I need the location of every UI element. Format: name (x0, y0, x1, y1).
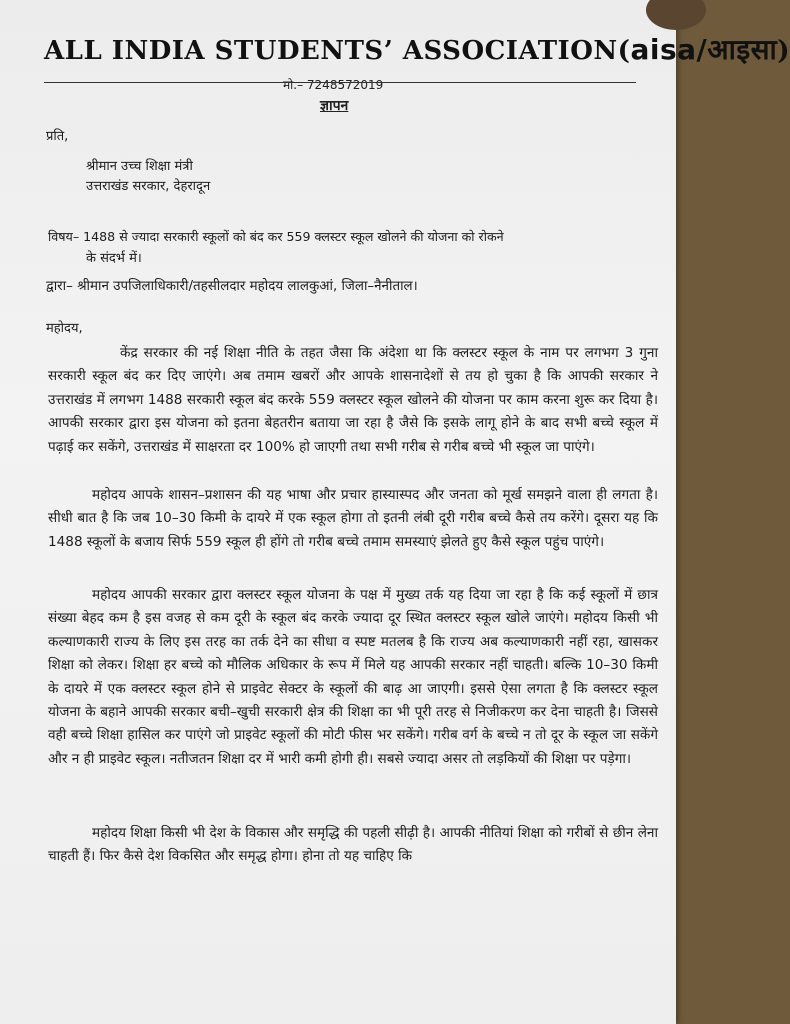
memo-title: ज्ञापन (320, 98, 349, 114)
addressee-line-2: उत्तराखंड सरकार, देहरादून (86, 179, 211, 194)
paragraph-4 (48, 822, 658, 869)
organization-name: ALL INDIA STUDENTS’ ASSOCIATION( (44, 36, 631, 66)
subject-line-1: विषय– 1488 से ज्यादा सरकारी स्कूलों को बंद कर 559 क्लस्टर स्कूल खोलने की योजना को रोकने (48, 229, 504, 244)
paragraph-1 (48, 342, 658, 459)
aisa-logo: aisa/आइसा (630, 33, 778, 66)
mobile-number: मो.– 7248572019 (283, 78, 384, 92)
paragraph-2 (48, 484, 658, 554)
paragraph-3-text: महोदय आपकी सरकार द्वारा क्लस्टर स्कूल योजना के पक्ष में मुख्य तर्क यह दिया जा रहा है कि कई स्कूलों में छात्र संख्या बेहद कम है इस वजह से कम दूरी के स्कूल बंद करके ज्यादा दूर स्थित क्लस्टर स्कूल खोले जाएंगे। महोदय किसी भी कल्याणकारी राज्य के लिए इस तरह का तर्क देने का सीधा व स्पष्ट मतलब है कि राज्य अब कल्याणकारी नहीं रहा, खासकर शिक्षा को लेकर। शिक्षा हर बच्चे को मौलिक अधिकार के रूप में मिले यह आपकी सरकार नहीं चाहती। बल्कि 10–30 किमी के दायरे में एक क्लस्टर स्कूल होने से प्राइवेट सेक्टर के स्कूलों की बाढ़ आ जाएगी। इससे ऐसा लगता है कि क्लस्टर स्कूल योजना के बहाने आपकी सरकार बची–खुची सरकारी क्षेत्र की शिक्षा का भी पूरी तरह से निजीकरण कर देना चाहती है। जिससे वही बच्चे शिक्षा हासिल कर पाएंगे जो प्राइवेट स्कूलों की मोटी फीस भर सकेंगे। गरीब वर्ग के बच्चे न तो दूर के स्कूल जा सकेंगे और न ही प्राइवेट स्कूल। नतीजतन शिक्षा दर में भारी कमी होगी ही। सबसे ज्यादा असर तो लड़कियों की शिक्षा पर पड़ेगा। (48, 587, 658, 767)
paragraph-2-text: महोदय आपके शासन–प्रशासन की यह भाषा और प्रचार हास्यास्पद और जनता को मूर्ख समझने वाला ही लगता है। सीधी बात है कि जब 10–30 किमी के दायरे में एक स्कूल होगा तो इतनी लंबी दूरी गरीब बच्चे कैसे तय करेंगे। दूसरा यह कि 1488 स्कूलों के बजाय सिर्फ 559 स्कूल ही होंगे तो गरीब बच्चे तमाम समस्याएं झेलते हुए कैसे स्कूल पहुंच पाएंगे। (48, 487, 658, 550)
addressee-prati: प्रति, (46, 129, 69, 144)
closing-paren: ) (777, 36, 790, 66)
paragraph-3 (48, 584, 658, 771)
background-shadow (646, 0, 706, 30)
through-line: द्वारा– श्रीमान उपजिलाधिकारी/तहसीलदार महोदय लालकुआं, जिला–नैनीताल। (46, 279, 418, 294)
subject-line-2: के संदर्भ में। (86, 251, 142, 266)
letterhead-divider (44, 82, 636, 83)
paragraph-4-text: महोदय शिक्षा किसी भी देश के विकास और समृद्धि की पहली सीढ़ी है। आपकी नीतियां शिक्षा को गरीबों से छीन लेना चाहती हैं। फिर कैसे देश विकसित और समृद्ध होगा। होना तो यह चाहिए कि (48, 825, 658, 865)
salutation: महोदय, (46, 321, 83, 336)
addressee-line-1: श्रीमान उच्च शिक्षा मंत्री (86, 159, 193, 174)
organization-letterhead (44, 30, 790, 68)
paragraph-1-text: केंद्र सरकार की नई शिक्षा नीति के तहत जैसा कि अंदेशा था कि क्लस्टर स्कूल के नाम पर लगभग 3 गुना सरकारी स्कूल बंद कर दिए जाएंगे। अब तमाम खबरों और आपके शासनादेशों से तय हो चुका है कि आपकी सरकार ने उत्तराखंड में लगभग 1488 सरकारी स्कूल बंद करके 559 क्लस्टर स्कूल खोलने की योजना पर काम करना शुरू कर दिया है। आपकी सरकार द्वारा इस योजना को इतना बेहतरीन बताया जा रहा है जैसे कि इसके लागू होने के बाद सभी बच्चे स्कूल में पढ़ाई कर सकेंगे, उत्तराखंड में साक्षरता दर 100% हो जाएगी तथा सभी गरीब से गरीब बच्चे भी स्कूल जा पाएंगे। (48, 345, 658, 455)
